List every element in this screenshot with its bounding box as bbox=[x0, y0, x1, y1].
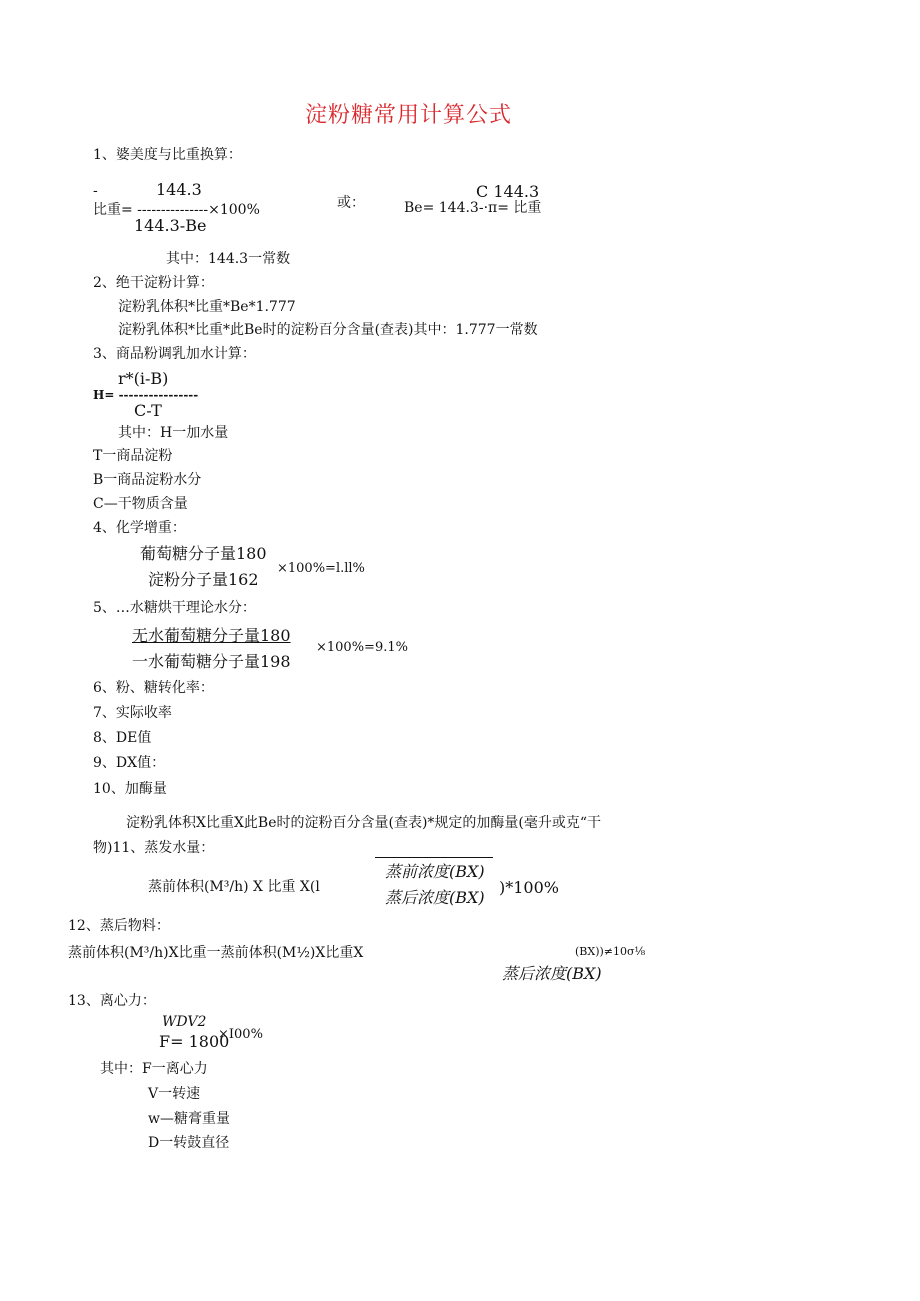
s4-denominator: 淀粉分子量162 bbox=[148, 570, 259, 589]
s1-right-lhs: Be= 144.3-·π= 比重 bbox=[404, 200, 542, 216]
section-9-heading: 9、DX值： bbox=[93, 755, 166, 771]
s13-v: V一转速 bbox=[148, 1086, 201, 1102]
section-6-heading: 6、粉、糖转化率： bbox=[93, 680, 214, 696]
s5-numerator: 无水葡萄糖分子量180 bbox=[132, 626, 291, 645]
s2-line2: 淀粉乳体积*比重*此Be时的淀粉百分含量(查表)其中：1.777一常数 bbox=[118, 322, 538, 338]
s1-or: 或： bbox=[337, 195, 365, 211]
s13-w: w—糖膏重量 bbox=[148, 1111, 230, 1127]
s3-denominator: C-T bbox=[134, 401, 162, 420]
section-1-heading: 1、婆美度与比重换算： bbox=[93, 147, 242, 163]
section-10-heading: 10、加酶量 bbox=[93, 781, 167, 797]
s11-numerator: 蒸前浓度(BX) bbox=[385, 862, 485, 881]
s3-c: C—干物质含量 bbox=[93, 496, 188, 512]
s1-dash: - bbox=[93, 183, 98, 199]
s12-denominator: 蒸后浓度(BX) bbox=[502, 964, 602, 983]
s13-lhs: F= 1800 bbox=[159, 1032, 230, 1051]
s13-result: ×I00% bbox=[218, 1027, 263, 1042]
s11-result: )*100% bbox=[499, 878, 559, 897]
s10-line1: 淀粉乳体积X比重X此Be时的淀粉百分含量(查表)*规定的加酶量(毫升或克“干 bbox=[126, 815, 602, 831]
s3-b: B一商品淀粉水分 bbox=[93, 472, 202, 488]
s10-line2: 物)11、蒸发水量： bbox=[93, 840, 215, 856]
section-4-heading: 4、化学增重： bbox=[93, 520, 186, 536]
section-7-heading: 7、实际收率 bbox=[93, 705, 172, 721]
page-title: 淀粉糖常用计算公式 bbox=[305, 103, 513, 128]
s3-lhs: H= ---------------- bbox=[93, 388, 199, 402]
s11-top-rule bbox=[375, 857, 493, 858]
section-3-heading: 3、商品粉调乳加水计算： bbox=[93, 346, 256, 362]
s12-line: 蒸前体积(M³/h)X比重一蒸前体积(M½)X比重X bbox=[68, 945, 364, 961]
s11-denominator: 蒸后浓度(BX) bbox=[385, 888, 485, 907]
s2-line1: 淀粉乳体积*比重*Be*1.777 bbox=[118, 299, 296, 315]
section-12-heading: 12、蒸后物料： bbox=[68, 918, 170, 934]
s3-note: 其中：H一加水量 bbox=[118, 425, 229, 441]
s1-numerator: 144.3 bbox=[156, 180, 202, 199]
s5-result: ×100%=9.1% bbox=[316, 640, 408, 655]
s1-note: 其中：144.3一常数 bbox=[166, 251, 291, 267]
s11-lhs: 蒸前体积(M³/h) X 比重 X(l bbox=[148, 879, 320, 895]
s1-right-numerator: C 144.3 bbox=[476, 182, 540, 201]
section-5-heading: 5、…水糖烘干理论水分： bbox=[93, 600, 256, 616]
s3-t: T一商品淀粉 bbox=[93, 448, 173, 464]
s3-numerator: r*(i-B) bbox=[118, 369, 169, 388]
section-13-heading: 13、离心力： bbox=[68, 993, 156, 1009]
s4-result: ×100%=l.ll% bbox=[277, 561, 365, 576]
s1-denominator: 144.3-Be bbox=[134, 216, 207, 235]
section-8-heading: 8、DE值 bbox=[93, 730, 152, 746]
s5-denominator: 一水葡萄糖分子量198 bbox=[132, 652, 291, 671]
section-2-heading: 2、绝干淀粉计算： bbox=[93, 275, 214, 291]
s4-numerator: 葡萄糖分子量180 bbox=[140, 544, 267, 563]
s13-note: 其中：F一离心力 bbox=[100, 1061, 208, 1077]
s12-sup: (BX))≠10σ⅛ bbox=[575, 945, 646, 958]
s13-d: D一转鼓直径 bbox=[148, 1135, 230, 1151]
s1-lhs: 比重= ---------------×100% bbox=[93, 202, 260, 218]
s13-numerator: WDV2 bbox=[162, 1014, 207, 1030]
